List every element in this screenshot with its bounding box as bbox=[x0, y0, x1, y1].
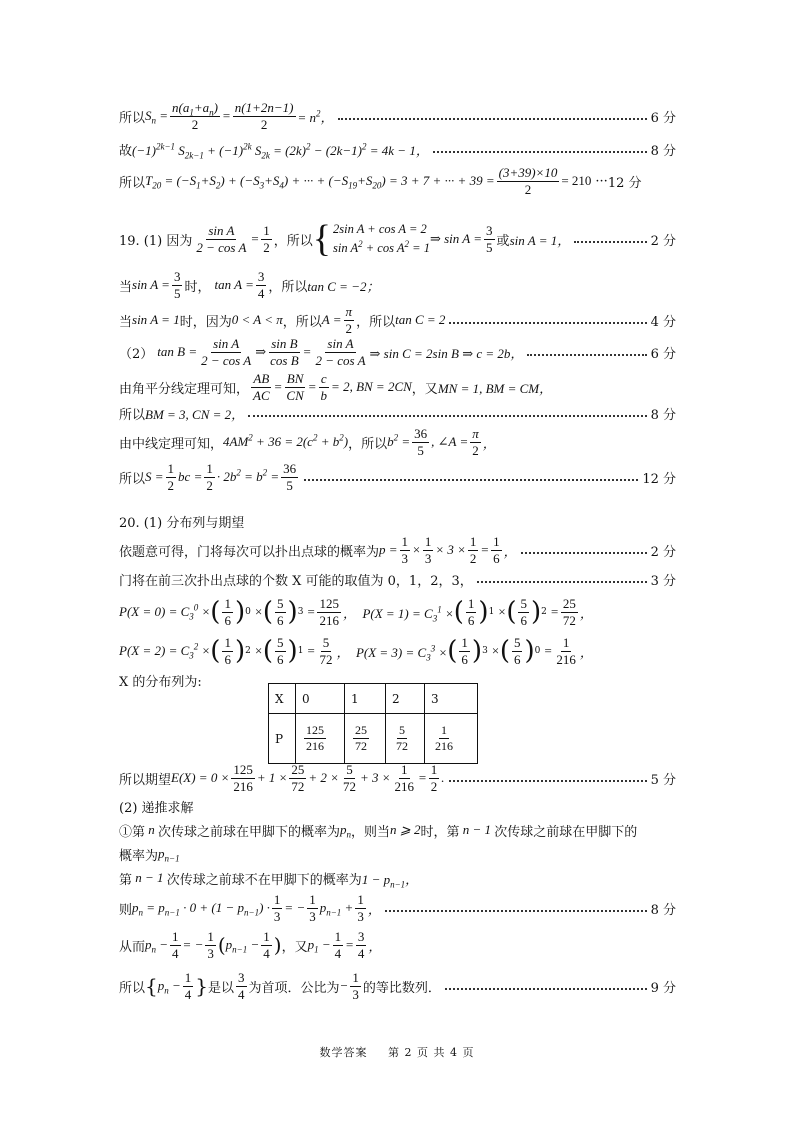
score: 12 分 bbox=[607, 175, 642, 191]
line-gu: 故 $(-1)^{2k-1}$ $S_{2k-1} + (-1)^{2k}$ $S_{2k} = (2k)^2 - (2k-1)^2 = 4k - 1$， 8 分 bbox=[119, 141, 676, 161]
q20-expectation: 所以期望 E(X) = 0 × $\frac{125}{216}$ + 1 × $\frac{25}{72}$ + 2 × $\frac{5}{72}$ + 3 × $\frac{1}{216}$ = $\frac{1}{2}$ . 5 分 bbox=[119, 761, 676, 794]
score: 9 分 bbox=[650, 980, 676, 996]
table-row bbox=[269, 714, 478, 764]
table-cell: $\frac{1}{216}$ bbox=[425, 714, 478, 764]
table-cell: 2 bbox=[386, 684, 425, 714]
q19-line6: 所以 BM = 3, CN = 2， 8 分 bbox=[119, 400, 676, 426]
table-cell: P bbox=[269, 714, 296, 764]
q20-line1: 依题意可得，门将每次可以扑出点球的概率为 p = $\frac{1}{3}$ × $\frac{1}{3}$ × 3 × $\frac{1}{2}$ = $\frac{1}{6}$ ， 2 分 bbox=[119, 533, 676, 566]
q20-r2: 概率为 $p_{n-1}$ bbox=[119, 846, 180, 864]
q20-px01: $P(X = 0) = C_3^0$ × ( 1 6 ) 0 × ( 5 6 ) 3 = $\frac{125}{216}$ ， $P(X = 1) = C_3^1$ × ( 1 6 ) 1 × ( 5 6 ) 2 = $\frac{25}{72}$ ， bbox=[119, 595, 593, 628]
footer-subject: 数学答案 bbox=[319, 1046, 368, 1059]
q20-dist-label: X 的分布列为: bbox=[119, 674, 202, 690]
score: 3 分 bbox=[650, 573, 676, 589]
line-t20: 所以 $T_{20} = (-S_1+S_2) + (-S_3+S_4)$ + ··· + $(-S_{19}+S_{20}) = 3 + 7$ + ··· + 39 = $\frac{(3+39)\times 10}{2}$ = 210 ··· 12 分 bbox=[119, 164, 642, 197]
q20-p2-title: (2) 递推求解 bbox=[119, 800, 194, 816]
q20-r6: 所以 { $p_n$ − $\frac{1}{4}$ } 是以 3 4 为首项．公比为 − $\frac{1}{3}$ 的等比数列． 9 分 bbox=[119, 969, 676, 1002]
q19-line7: 由中线定理可知， $4AM^2 + 36 = 2(c^2 + b^2)$ ，所以 $b^2$ = $\frac{36}{5}$ , ∠A = $\frac{\pi}{2}$ ， bbox=[119, 425, 496, 458]
q20-title: 20. (1) 分布列与期望 bbox=[119, 515, 245, 531]
q19-line1: 19. (1) 因为 $\frac{\text{sin A}}{\text{2 − cos A}}$ = $\frac{1}{2}$ ，所以 { 2sin A + cos A = 2 $\sin A^2 + \cos A^2 = 1$ ⇒ sin A = $\frac{3}{5}$ 或 sin A = 1， 2 分 bbox=[119, 218, 676, 260]
table-cell: $\frac{125}{216}$ bbox=[296, 714, 345, 764]
q20-r5: 从而 $p_n$ − $\frac{1}{4}$ = − $\frac{1}{3}$ ( $p_{n-1}$ − $\frac{1}{4}$ ) ，又 $p_1$ − $\frac{1}{4}$ = $\frac{3}{4}$ ， bbox=[119, 928, 382, 961]
q19-line5: 由角平分线定理可知， $\frac{AB}{AC}$ = $\frac{BN}{CN}$ = $\frac{c}{b}$ = 2, BN = 2CN ，又 MN = 1, BM = CM， bbox=[119, 370, 553, 403]
table-cell: X bbox=[269, 684, 296, 714]
score: 5 分 bbox=[650, 772, 676, 788]
q20-r4: 则 $p_n = p_{n-1} \cdot 0 + (1 - p_{n-1})$ · $\frac{1}{3}$ = − $\frac{1}{3}$ $p_{n-1}$ + $\frac{1}{3}$ ， 8 分 bbox=[119, 891, 676, 924]
q19-line4: （2） tan B = $\frac{\text{sin A}}{\text{2 − cos A}}$ ⇒ $\frac{\text{sin B}}{\text{cos B}}$ = $\frac{\text{sin A}}{\text{2 − cos A}}$ ⇒ sin C = 2sin B ⇒ c = 2b， 6 分 bbox=[119, 335, 676, 368]
score: 8 分 bbox=[650, 407, 676, 423]
page-footer bbox=[0, 1044, 794, 1060]
score: 6 分 bbox=[650, 346, 676, 362]
score: 6 分 bbox=[650, 110, 676, 126]
q19-line8: 所以 S = $\frac{1}{2}$ bc = $\frac{1}{2}$ · $2b^2 = b^2$ = $\frac{36}{5}$ 12 分 bbox=[119, 460, 676, 493]
line-sn: 所以 $S_n$ = $\frac{n(a_1+a_n)}{2}$ = $\frac{n(1+2n-1)}{2}$ = $n^2$， 6 分 bbox=[119, 99, 676, 132]
score: 4 分 bbox=[650, 314, 676, 330]
q20-r1: ①第 n 次传球之前球在甲脚下的概率为 $p_n$ ，则当 n ⩾ 2 时，第 n − 1 次传球之前球在甲脚下的 bbox=[119, 822, 638, 840]
table-cell: 1 bbox=[345, 684, 386, 714]
score: 2 分 bbox=[650, 544, 676, 560]
q19-line3: 当 sin A = 1 时，因为 0 < A < π ，所以 A = $\frac{\pi}{2}$ ，所以 tan C = 2 4 分 bbox=[119, 303, 676, 336]
q20-line2: 门将在前三次扑出点球的个数 X 可能的取值为 0，1，2，3， 3 分 bbox=[119, 567, 676, 591]
score: 2 分 bbox=[650, 233, 676, 249]
q20-r3: 第 n − 1 次传球之前球不在甲脚下的概率为 $1 - p_{n-1}$， bbox=[119, 870, 419, 890]
score: 12 分 bbox=[642, 471, 676, 487]
table-cell: 0 bbox=[296, 684, 345, 714]
score: 8 分 bbox=[650, 902, 676, 918]
q19-line2: 当 sin A = $\frac{3}{5}$ 时， tan A = $\frac{3}{4}$ ，所以 tan C = −2； bbox=[119, 268, 380, 301]
score: 8 分 bbox=[650, 143, 676, 159]
page-number: 第 2 页 共 4 页 bbox=[388, 1046, 475, 1059]
table-cell: 3 bbox=[425, 684, 478, 714]
table-cell: $\frac{25}{72}$ bbox=[345, 714, 386, 764]
q20-px23: $P(X = 2) = C_3^2$ × ( 1 6 ) 2 × ( 5 6 ) 1 = $\frac{5}{72}$ ， $P(X = 3) = C_3^3$ × ( 1 6 ) 3 × ( 5 6 ) 0 = $\frac{1}{216}$ ， bbox=[119, 634, 593, 667]
distribution-table bbox=[268, 683, 478, 764]
table-row bbox=[269, 684, 478, 714]
table-cell: $\frac{5}{72}$ bbox=[386, 714, 425, 764]
